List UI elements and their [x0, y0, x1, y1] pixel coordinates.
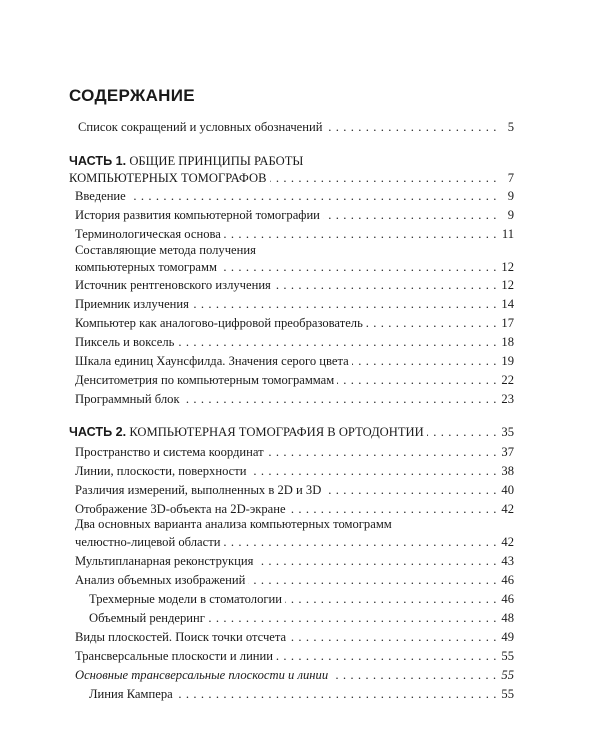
toc-entry-text: Список сокращений и условных обозначений	[78, 120, 323, 134]
toc-entry-text: История развития компьютерной томографии	[75, 208, 320, 222]
toc-entry-page: 18	[501, 335, 514, 349]
page-title: СОДЕРЖАНИЕ	[69, 86, 195, 105]
dot-leader	[177, 335, 497, 349]
toc-entry-text: Денситометрия по компьютерным томограммам	[75, 373, 335, 387]
toc-entry-text: челюстно-лицевой области	[75, 535, 221, 549]
toc-entry-text-line1: Составляющие метода получения	[75, 243, 256, 257]
toc-entry-page: 9	[507, 189, 514, 203]
dot-leader	[248, 573, 497, 587]
dot-leader	[208, 611, 497, 625]
toc-entry[interactable]	[75, 187, 514, 203]
dot-leader	[289, 502, 497, 516]
dot-leader	[323, 208, 497, 222]
toc-entry-page: 55	[501, 668, 514, 682]
dot-leader	[427, 425, 497, 439]
toc-entry-text: Шкала единиц Хаунсфилда. Значения серого цвета	[75, 354, 349, 368]
dot-leader	[183, 392, 497, 406]
toc-entry-text: Различия измерений, выполненных в 2D и 3D	[75, 483, 322, 497]
dot-leader	[129, 189, 497, 203]
toc-entry-text: Линия Кампера	[89, 687, 173, 701]
dot-leader	[220, 260, 497, 274]
toc-entry[interactable]	[75, 628, 514, 644]
toc-entry-page: 55	[501, 649, 514, 663]
dot-leader	[256, 554, 497, 568]
toc-entry-page: 22	[501, 373, 514, 387]
toc-entry-text: Терминологическая основа	[75, 227, 221, 241]
toc-entry-page: 5	[507, 120, 514, 134]
toc-entry-page: 12	[501, 260, 514, 274]
part1-title-line1: ОБЩИЕ ПРИНЦИПЫ РАБОТЫ	[129, 154, 304, 168]
toc-entry[interactable]	[75, 571, 514, 587]
toc-entry-text-line1: Два основных варианта анализа компьютерных томограмм	[75, 517, 392, 531]
toc-entry-page: 35	[501, 425, 514, 439]
toc-entry-page: 12	[501, 278, 514, 292]
toc-entry-page: 14	[501, 297, 514, 311]
toc-entry[interactable]	[75, 314, 514, 330]
dot-leader	[224, 227, 497, 241]
toc-entry[interactable]	[75, 443, 514, 459]
dot-leader	[274, 278, 497, 292]
dot-leader	[331, 668, 497, 682]
part1-label: ЧАСТЬ 1.	[69, 154, 127, 168]
toc-entry-text: Программный блок	[75, 392, 180, 406]
toc-entry[interactable]	[89, 590, 514, 606]
dot-leader	[324, 483, 497, 497]
toc-entry[interactable]	[75, 258, 514, 274]
dot-leader	[270, 171, 497, 185]
dot-leader	[289, 630, 497, 644]
toc-entry[interactable]	[89, 685, 514, 701]
toc-entry[interactable]	[75, 666, 514, 682]
toc-entry[interactable]	[75, 333, 514, 349]
toc-entry-page: 17	[501, 316, 514, 330]
toc-entry-page: 42	[501, 535, 514, 549]
dot-leader	[352, 354, 497, 368]
toc-entry-text: Отображение 3D-объекта на 2D-экране	[75, 502, 286, 516]
toc-entry-text: Объемный рендеринг	[89, 611, 205, 625]
toc-entry-text: Трансверсальные плоскости и линии	[75, 649, 274, 663]
dot-leader	[325, 120, 497, 134]
toc-entry[interactable]	[75, 295, 514, 311]
toc-entry-page: 37	[501, 445, 514, 459]
toc-entry-page: 7	[507, 171, 514, 185]
toc-entry-text: Основные трансверсальные плоскости и линии	[75, 668, 329, 682]
toc-entry[interactable]	[89, 609, 514, 625]
toc-entry-page: 19	[501, 354, 514, 368]
part1-heading-line1	[69, 153, 303, 169]
toc-entry-page: 46	[501, 592, 514, 606]
toc-entry-text: Виды плоскостей. Поиск точки отсчета	[75, 630, 287, 644]
toc-entry-page: 42	[501, 502, 514, 516]
part1-title-line2: КОМПЬЮТЕРНЫХ ТОМОГРАФОВ	[69, 171, 267, 185]
toc-entry-text: Пространство и система координат	[75, 445, 264, 459]
toc-entry-page: 43	[501, 554, 514, 568]
toc-entry[interactable]	[75, 225, 514, 241]
toc-entry[interactable]	[75, 206, 514, 222]
toc-entry-page: 49	[501, 630, 514, 644]
toc-entry[interactable]	[75, 371, 514, 387]
dot-leader	[276, 649, 497, 663]
toc-entry[interactable]	[75, 462, 514, 478]
toc-entry-text: Трехмерные модели в стоматологии	[89, 592, 283, 606]
toc-entry-abbreviations[interactable]	[78, 118, 514, 134]
toc-entry[interactable]	[75, 533, 514, 549]
toc-entry-page: 55	[501, 687, 514, 701]
toc-entry-page: 48	[501, 611, 514, 625]
toc-entry[interactable]	[75, 276, 514, 292]
toc-entry-page: 23	[501, 392, 514, 406]
toc-entry[interactable]	[75, 481, 514, 497]
toc-entry-text: Компьютер как аналогово-цифровой преобразователь	[75, 316, 363, 330]
toc-entry[interactable]	[75, 352, 514, 368]
part2-title: КОМПЬЮТЕРНАЯ ТОМОГРАФИЯ В ОРТОДОНТИИ	[129, 425, 424, 439]
dot-leader	[176, 687, 497, 701]
dot-leader	[285, 592, 497, 606]
dot-leader	[337, 373, 497, 387]
part2-label: ЧАСТЬ 2.	[69, 425, 127, 439]
toc-entry[interactable]	[75, 552, 514, 568]
part2-heading	[69, 425, 424, 439]
dot-leader	[267, 445, 497, 459]
toc-entry-page: 9	[507, 208, 514, 222]
dot-leader	[366, 316, 497, 330]
toc-entry-text: компьютерных томограмм	[75, 260, 217, 274]
toc-entry-part2[interactable]	[69, 423, 514, 439]
toc-entry-page: 38	[501, 464, 514, 478]
toc-entry-part1[interactable]	[69, 169, 514, 185]
toc-entry[interactable]	[75, 647, 514, 663]
toc-entry-text: Линии, плоскости, поверхности	[75, 464, 247, 478]
toc-entry-page: 40	[501, 483, 514, 497]
toc-entry-page: 11	[501, 227, 514, 241]
toc-entry-text: Анализ объемных изображений	[75, 573, 246, 587]
toc-entry-text: Приемник излучения	[75, 297, 189, 311]
toc-entry-page: 46	[501, 573, 514, 587]
toc-entry[interactable]	[75, 390, 514, 406]
toc-entry[interactable]	[75, 500, 514, 516]
dot-leader	[250, 464, 497, 478]
toc-entry-text: Мультипланарная реконструкция	[75, 554, 254, 568]
toc-entry-text: Пиксель и воксель	[75, 335, 175, 349]
dot-leader	[192, 297, 497, 311]
toc-entry-text: Источник рентгеновского излучения	[75, 278, 271, 292]
dot-leader	[223, 535, 497, 549]
toc-entry-text: Введение	[75, 189, 126, 203]
